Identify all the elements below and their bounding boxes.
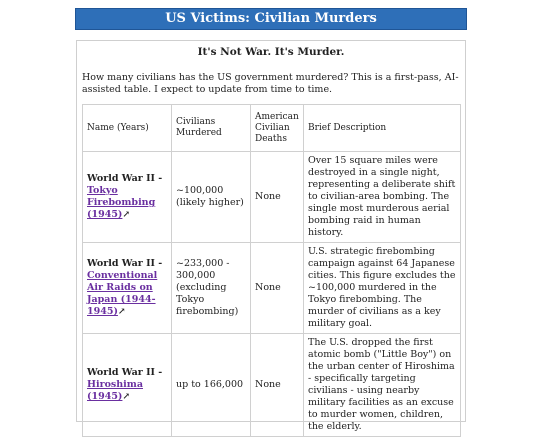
war-name: World War II -: [87, 173, 163, 184]
american-deaths-cell: None: [251, 152, 304, 243]
intro-text: How many civilians has the US government murdered? This is a first-pass, AI-assisted table. I expect to update from time to time.: [82, 72, 459, 95]
table-row: [83, 243, 461, 334]
external-link-icon[interactable]: ↗: [117, 307, 126, 317]
subtitle: It's Not War. It's Murder.: [197, 46, 345, 58]
description-cell: The U.S. dropped the first atomic bomb ("Little Boy") on the urban center of Hiroshima - specifically targeting civilians - using nearby military facilities as an excuse to murder women, children, the elderly.: [304, 334, 461, 437]
content-panel: [76, 40, 466, 432]
column-header: Civilians Murdered: [172, 105, 251, 152]
civilians-cell: up to 166,000: [172, 334, 251, 437]
name-cell: [83, 334, 172, 437]
name-cell: [83, 152, 172, 243]
civilians-cell: ~233,000 - 300,000 (excluding Tokyo firebombing): [172, 243, 251, 334]
column-header: American Civilian Deaths: [251, 105, 304, 152]
war-name: World War II -: [87, 367, 163, 378]
column-header: Brief Description: [304, 105, 461, 152]
description-cell: U.S. strategic firebombing campaign against 64 Japanese cities. This figure excludes the ~100,000 murdered in the Tokyo firebombing. The murder of civilians as a key military goal.: [304, 243, 461, 334]
table-row: [83, 334, 461, 437]
american-deaths-cell: None: [251, 334, 304, 437]
event-link[interactable]: Conventional Air Raids on Japan (1944-1945): [87, 270, 158, 317]
table-header-row: [83, 105, 461, 152]
description-cell: Over 15 square miles were destroyed in a single night, representing a deliberate shift to civilian-area bombing. The single most murderous aerial bombing raid in human history.: [304, 152, 461, 243]
event-link[interactable]: Tokyo Firebombing (1945): [87, 185, 156, 220]
name-cell: [83, 243, 172, 334]
external-link-icon[interactable]: ↗: [122, 392, 130, 402]
event-link[interactable]: Hiroshima (1945): [87, 379, 143, 402]
war-name: World War II -: [87, 258, 163, 269]
victims-table: [82, 104, 461, 437]
table-row: [83, 152, 461, 243]
civilians-cell: ~100,000 (likely higher): [172, 152, 251, 243]
american-deaths-cell: None: [251, 243, 304, 334]
column-header: Name (Years): [83, 105, 172, 152]
external-link-icon[interactable]: ↗: [122, 210, 130, 220]
page-title: US Victims: Civilian Murders: [75, 8, 467, 30]
